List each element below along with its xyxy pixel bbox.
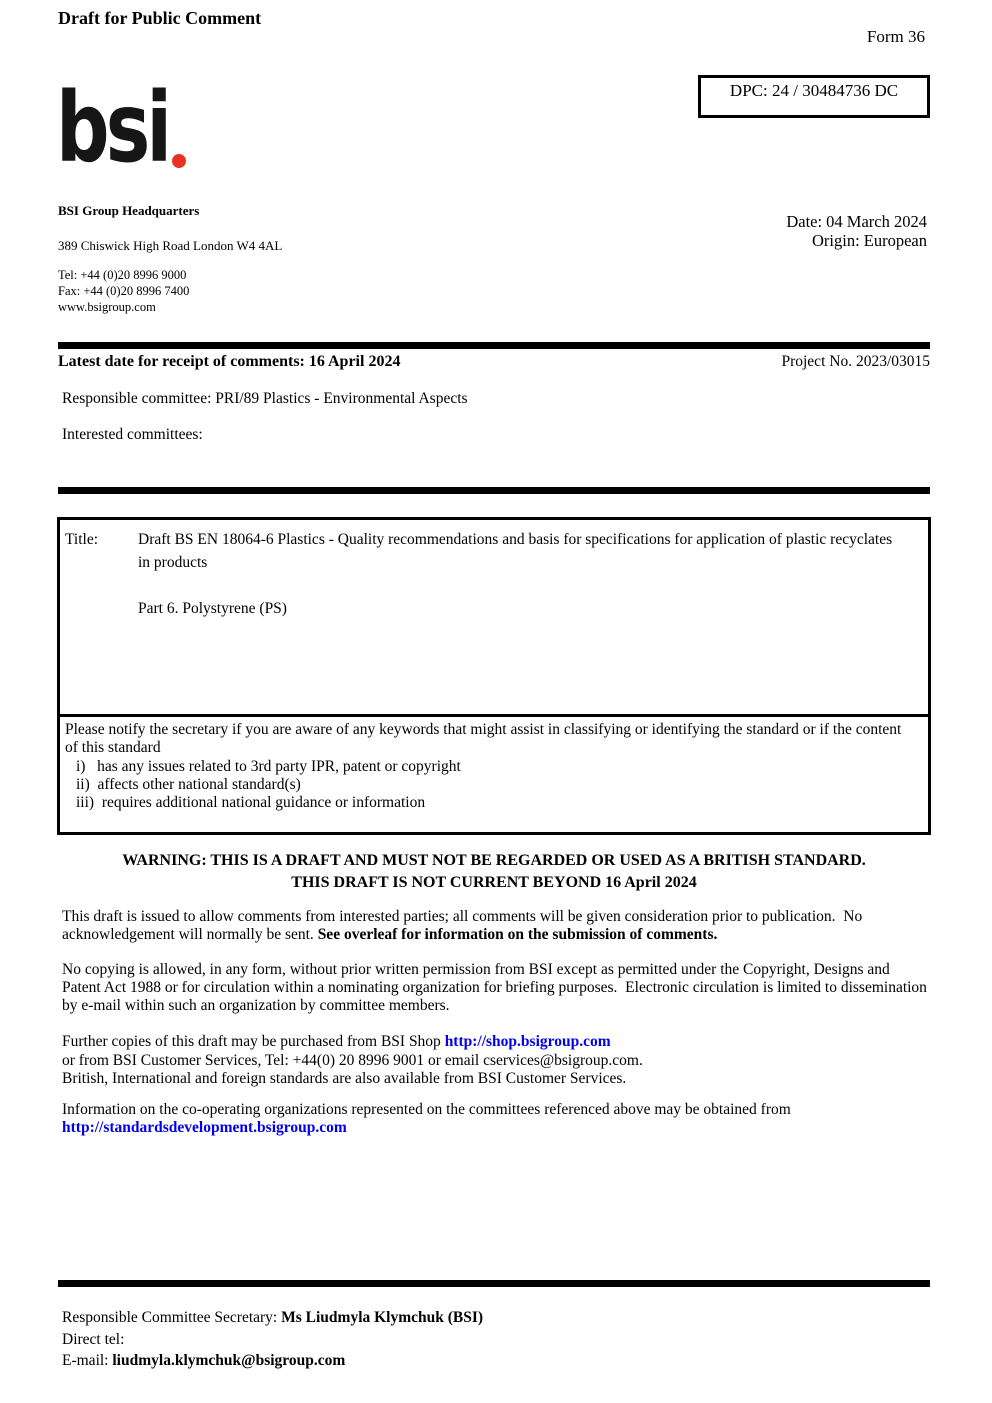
keywords-intro: Please notify the secretary if you are aware of any keywords that might assist in classifying or identifying the standard or if the content of this standard	[65, 721, 902, 756]
project-number: Project No. 2023/03015	[781, 353, 930, 370]
date-origin-block	[786, 212, 927, 250]
purchase-line	[62, 1033, 930, 1052]
keywords-item-1: i) has any issues related to 3rd party IPR, patent or copyright	[76, 758, 461, 775]
secretary-block	[62, 1307, 483, 1372]
secretary-line	[62, 1307, 483, 1329]
dpc-number: DPC: 24 / 30484736 DC	[729, 81, 899, 100]
email-line	[62, 1350, 483, 1372]
keywords-item-3: iii) requires additional national guidance or information	[76, 794, 426, 811]
warning-line-2: THIS DRAFT IS NOT CURRENT BEYOND 16 April 2024	[291, 874, 697, 891]
bsi-logo-dot-icon	[172, 154, 186, 168]
see-overleaf-note: See overleaf for information on the submission of comments.	[317, 926, 718, 943]
draft-warning	[58, 850, 930, 894]
title-content	[138, 528, 898, 714]
secretary-label: Responsible Committee Secretary:	[62, 1309, 282, 1326]
document-heading: Draft for Public Comment	[58, 8, 262, 28]
bsi-shop-link[interactable]: http://shop.bsigroup.com	[444, 1033, 611, 1050]
org-address: 389 Chiswick High Road London W4 4AL	[58, 238, 283, 253]
standards-availability-line: British, International and foreign standards are also available from BSI Customer Services.	[62, 1070, 627, 1087]
divider-bar-middle	[58, 487, 930, 494]
issue-paragraph	[62, 908, 928, 944]
interested-committees: Interested committees:	[62, 426, 203, 443]
document-origin: Origin: European	[811, 231, 927, 250]
dpc-number-box	[698, 75, 930, 118]
customer-services-line: or from BSI Customer Services, Tel: +44(0) 20 8996 9001 or email cservices@bsigroup.com.	[62, 1051, 643, 1069]
keywords-notice-box	[57, 714, 931, 835]
contact-block	[58, 203, 282, 315]
org-website: www.bsigroup.com	[58, 300, 156, 314]
copyright-paragraph: No copying is allowed, in any form, without prior written permission from BSI except as permitted under the Copyright, Designs and Patent Act 1988 or for circulation within a nominating organization for briefing purposes. Electronic circulation is limited to dissemination by e-mail within such an organization by committee members.	[62, 961, 931, 1014]
form-number: Form 36	[866, 27, 925, 46]
org-fax: Fax: +44 (0)20 8996 7400	[58, 284, 190, 298]
title-box	[57, 517, 931, 717]
purchase-text: Further copies of this draft may be purchased from BSI Shop	[62, 1033, 445, 1050]
cooperating-orgs-paragraph	[62, 1101, 930, 1137]
purchase-paragraph	[62, 1033, 930, 1089]
secretary-email: liudmyla.klymchuk@bsigroup.com	[112, 1352, 346, 1369]
bsi-logo-text: bsi	[56, 72, 169, 184]
email-label: E-mail:	[62, 1352, 113, 1369]
keywords-list	[65, 758, 908, 812]
issue-text: This draft is issued to allow comments from interested parties; all comments will be given consideration prior to publication. No acknowledgement will normally be sent.	[62, 908, 867, 943]
latest-date-label: Latest date for receipt of comments: 16 April 2024	[58, 353, 401, 370]
standard-part: Part 6. Polystyrene (PS)	[138, 600, 287, 617]
divider-bar-top	[58, 342, 930, 349]
comments-deadline-row	[58, 353, 930, 371]
warning-line-1: WARNING: THIS IS A DRAFT AND MUST NOT BE REGARDED OR USED AS A BRITISH STANDARD.	[122, 852, 866, 869]
divider-bar-bottom	[58, 1280, 930, 1287]
keywords-item-2: ii) affects other national standard(s)	[76, 776, 301, 793]
standards-development-link[interactable]: http://standardsdevelopment.bsigroup.com	[62, 1119, 347, 1136]
standard-title: Draft BS EN 18064-6 Plastics - Quality recommendations and basis for specifications for application of plastic recyclates in products	[138, 531, 893, 571]
cooperating-orgs-line: Information on the co-operating organizations represented on the committees referenced above may be obtained from	[62, 1101, 791, 1118]
bsi-logo	[56, 72, 256, 184]
responsible-committee: Responsible committee: PRI/89 Plastics - Environmental Aspects	[62, 390, 468, 407]
document-date: Date: 04 March 2024	[786, 212, 927, 231]
org-tel: Tel: +44 (0)20 8996 9000	[58, 268, 187, 282]
title-label: Title:	[65, 531, 99, 548]
org-name: BSI Group Headquarters	[58, 203, 200, 218]
secretary-name: Ms Liudmyla Klymchuk (BSI)	[281, 1309, 484, 1326]
direct-tel-line: Direct tel:	[62, 1330, 125, 1348]
